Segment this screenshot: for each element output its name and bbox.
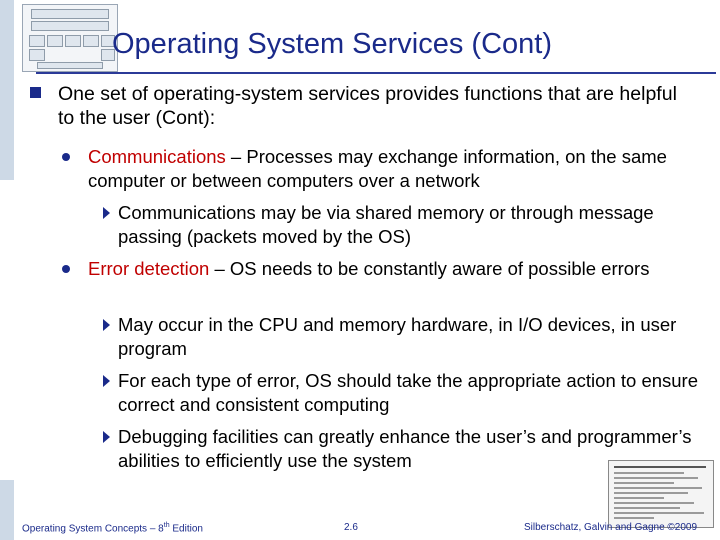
intro-item	[58, 82, 698, 130]
error-detection-term: Error detection	[88, 258, 210, 279]
error-sub-text: Debugging facilities can greatly enhance the user’s and programmer’s abilities to efficiently use the system	[118, 426, 692, 471]
round-bullet-icon	[62, 153, 70, 161]
communications-sub-text: Communications may be via shared memory or through message passing (packets moved by the OS)	[118, 202, 654, 247]
error-sub-item	[118, 369, 698, 417]
communications-term: Communications	[88, 146, 226, 167]
left-accent-bar	[0, 0, 14, 540]
communications-item	[88, 145, 688, 193]
title-underline	[36, 72, 716, 74]
arrow-bullet-icon	[103, 375, 110, 387]
square-bullet-icon	[30, 87, 41, 98]
error-detection-description: – OS needs to be constantly aware of possible errors	[209, 258, 650, 279]
footer-book-title: Operating System Concepts – 8th Edition	[22, 522, 203, 535]
os-services-diagram-thumbnail	[22, 4, 118, 72]
arrow-bullet-icon	[103, 207, 110, 219]
terminal-screenshot-thumbnail	[608, 460, 714, 528]
error-sub-text: For each type of error, OS should take the appropriate action to ensure correct and consistent computing	[118, 370, 699, 415]
round-bullet-icon	[62, 265, 70, 273]
communications-sub-item	[118, 201, 698, 249]
footer-page-number: 2.6	[344, 522, 358, 533]
arrow-bullet-icon	[103, 431, 110, 443]
intro-text: One set of operating-system services provides functions that are helpful to the user (Cont):	[58, 83, 677, 129]
footer-authors: Silberschatz, Galvin and Gagne ©2009	[524, 522, 698, 533]
communications-description: – Processes may exchange information, on the same computer or between computers over a network	[88, 146, 667, 191]
error-sub-item	[118, 313, 698, 361]
error-detection-item	[88, 257, 688, 281]
slide-title: Operating System Services (Cont)	[112, 28, 552, 60]
error-sub-text: May occur in the CPU and memory hardware, in I/O devices, in user program	[118, 314, 677, 359]
arrow-bullet-icon	[103, 319, 110, 331]
